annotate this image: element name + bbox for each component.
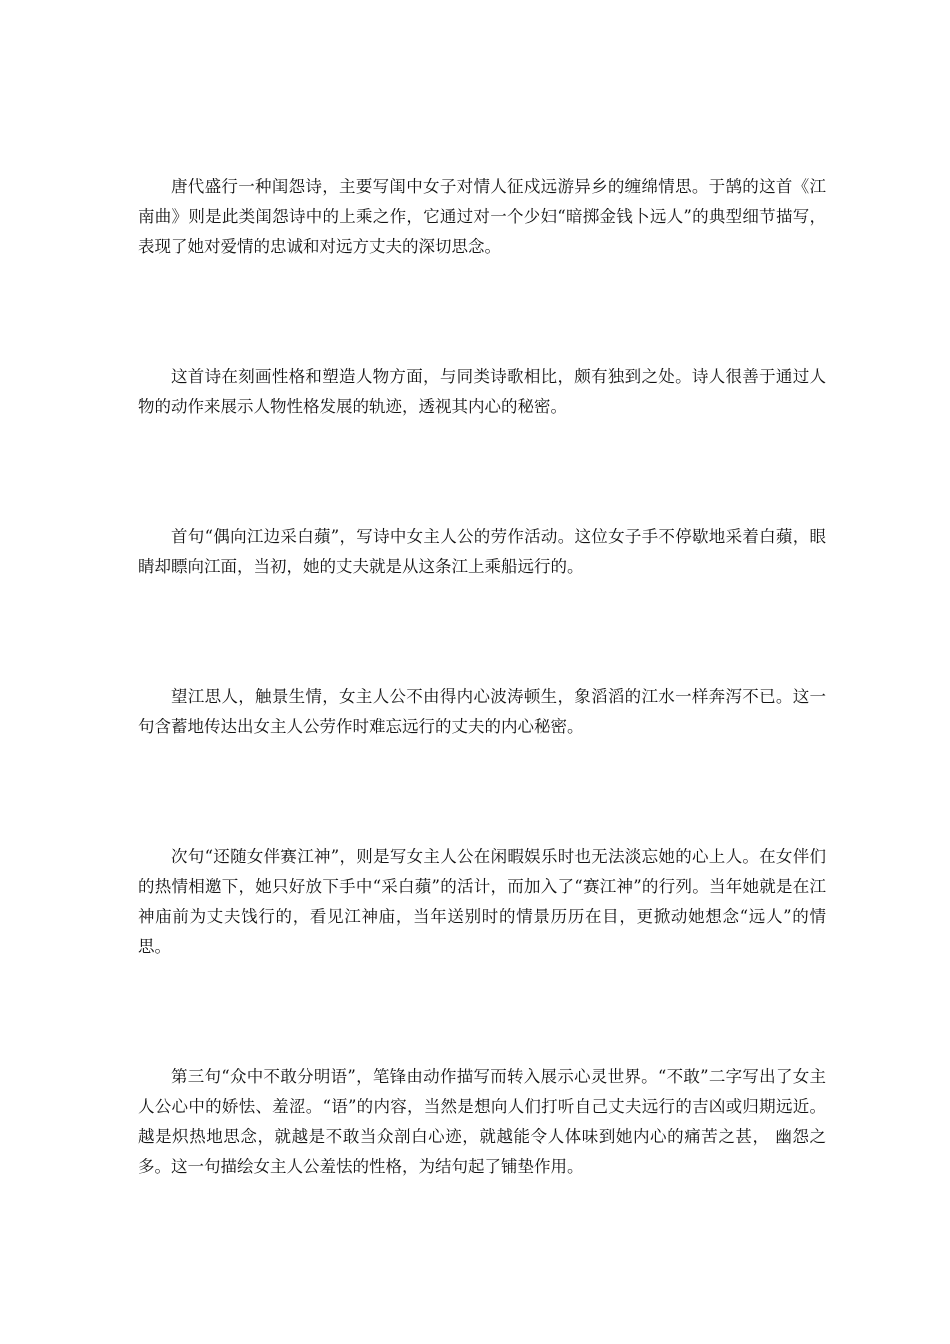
paragraph-4: 望江思人，触景生情，女主人公不由得内心波涛顿生，象滔滔的江水一样奔泻不已。这一句含蓄地传达出女主人公劳作时难忘远行的丈夫的内心秘密。 (138, 687, 826, 736)
paragraph-1: 唐代盛行一种闺怨诗，主要写闺中女子对情人征戍远游异乡的缠绵情思。于鹄的这首《江南曲》则是此类闺怨诗中的上乘之作，它通过对一个少妇“暗掷金钱卜远人”的典型细节描写，表现了她对爱情的忠诚和对远方丈夫的深切思念。 (138, 177, 826, 256)
paragraph-6: 第三句“众中不敢分明语”，笔锋由动作描写而转入展示心灵世界。“不敢”二字写出了女主人公心中的娇怯、羞涩。“语”的内容，当然是想向人们打听自己丈夫远行的吉凶或归期远近。越是炽热地思念，就越是不敢当众剖白心迹，就越能令人体味到她内心的痛苦之甚， 幽怨之多。这一句描绘女主人公羞怯的性格，为结句起了铺垫作用。 (138, 1067, 826, 1176)
paragraph-2: 这首诗在刻画性格和塑造人物方面，与同类诗歌相比，颇有独到之处。诗人很善于通过人物的动作来展示人物性格发展的轨迹，透视其内心的秘密。 (138, 367, 826, 416)
document-body (138, 172, 826, 1182)
paragraph-5: 次句“还随女伴赛江神”，则是写女主人公在闲暇娱乐时也无法淡忘她的心上人。在女伴们的热情相邀下，她只好放下手中“采白蘋”的活计，而加入了“赛江神”的行列。当年她就是在江神庙前为丈夫饯行的，看见江神庙，当年送别时的情景历历在目，更掀动她想念“远人”的情思。 (138, 847, 826, 956)
paragraph-3: 首句“偶向江边采白蘋”，写诗中女主人公的劳作活动。这位女子手不停歇地采着白蘋，眼睛却瞟向江面，当初，她的丈夫就是从这条江上乘船远行的。 (138, 527, 826, 576)
